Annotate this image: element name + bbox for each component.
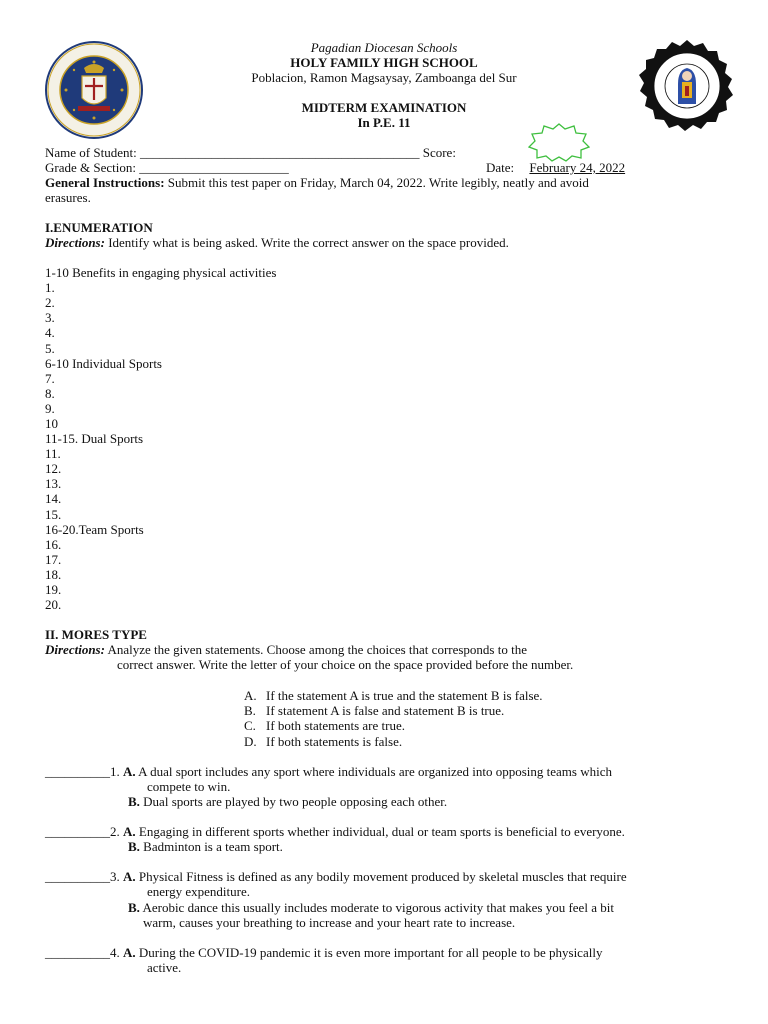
section1-directions-label: Directions: (45, 235, 105, 250)
section1-title: I.ENUMERATION (45, 220, 153, 235)
choice-item (244, 688, 543, 703)
list-item[interactable]: 5. (45, 341, 55, 356)
statement-a-text: A dual sport includes any sport where individuals are organized into opposing teams which (135, 764, 612, 779)
question-number: 4. (110, 945, 120, 960)
choice-letter: D. (244, 734, 257, 749)
list-item[interactable]: 17. (45, 552, 62, 567)
grade-label: Grade & Section: (45, 160, 136, 175)
date-label: Date: (486, 160, 515, 175)
list-item[interactable]: 8. (45, 386, 55, 401)
school-badge-logo (636, 38, 738, 140)
score-label: Score: (422, 145, 456, 160)
name-row (45, 145, 456, 160)
statement-b-label: B. (128, 900, 140, 915)
question-2 (45, 824, 625, 839)
statement-b-continuation: warm, causes your breathing to increase and your heart rate to increase. (143, 915, 516, 930)
list-item[interactable]: 20. (45, 597, 62, 612)
school-name: HOLY FAMILY HIGH SCHOOL (290, 55, 478, 70)
section1-directions-text: Identify what is being asked. Write the correct answer on the space provided. (104, 235, 509, 250)
instructions-text-2: erasures. (45, 190, 91, 205)
statement-a-continuation: active. (147, 960, 182, 975)
list-item[interactable]: 18. (45, 567, 62, 582)
list-item[interactable]: 11. (45, 446, 61, 461)
diocese-name: Pagadian Diocesan Schools (310, 40, 458, 55)
list-item[interactable]: 10 (45, 416, 58, 431)
date-value: February 24, 2022 (529, 160, 626, 175)
exam-subject: In P.E. 11 (357, 115, 411, 130)
choice-text: If the statement A is true and the statement B is false. (266, 688, 543, 703)
choice-item (244, 703, 504, 718)
question-number: 3. (110, 869, 120, 884)
list-item: 16-20.Team Sports (45, 522, 144, 537)
section1-directions (45, 235, 509, 250)
statement-a-text: Physical Fitness is defined as any bodily movement produced by skeletal muscles that require (135, 869, 627, 884)
score-star-icon (528, 122, 590, 162)
question-number: 2. (110, 824, 120, 839)
statement-b (128, 839, 283, 854)
statement-b (128, 900, 614, 915)
list-item[interactable]: 3. (45, 310, 55, 325)
answer-blank[interactable]: __________ (45, 869, 110, 884)
grade-blank[interactable]: _______________________ (139, 160, 289, 175)
list-item[interactable]: 14. (45, 491, 62, 506)
list-item[interactable]: 16. (45, 537, 62, 552)
question-3 (45, 869, 627, 884)
list-item[interactable]: 19. (45, 582, 62, 597)
statement-a-label: A. (123, 869, 136, 884)
statement-a-text: During the COVID-19 pandemic it is even more important for all people to be physically (135, 945, 603, 960)
section2-directions-text: Analyze the given statements. Choose among the choices that corresponds to the (104, 642, 527, 657)
list-item: 1-10 Benefits in engaging physical activities (45, 265, 277, 280)
question-4 (45, 945, 602, 960)
list-item[interactable]: 1. (45, 280, 55, 295)
choice-text: If both statements are true. (266, 718, 405, 733)
choice-item (244, 734, 402, 749)
general-instructions (45, 175, 589, 190)
answer-blank[interactable]: __________ (45, 945, 110, 960)
exam-title: MIDTERM EXAMINATION (301, 100, 467, 115)
list-item[interactable]: 9. (45, 401, 55, 416)
choice-letter: A. (244, 688, 257, 703)
question-number: 1. (110, 764, 120, 779)
statement-a-label: A. (123, 764, 136, 779)
statement-a-continuation: energy expenditure. (147, 884, 250, 899)
name-blank[interactable]: ___________________________________________ (139, 145, 420, 160)
statement-a-continuation: compete to win. (147, 779, 231, 794)
name-label: Name of Student: (45, 145, 137, 160)
instructions-label: General Instructions: (45, 175, 165, 190)
statement-a-label: A. (123, 945, 136, 960)
choice-letter: B. (244, 703, 256, 718)
answer-blank[interactable]: __________ (45, 824, 110, 839)
list-item[interactable]: 12. (45, 461, 62, 476)
list-item: 11-15. Dual Sports (45, 431, 144, 446)
section2-directions (45, 642, 527, 657)
section2-directions-2: correct answer. Write the letter of your choice on the space provided before the number. (117, 657, 574, 672)
list-item[interactable]: 15. (45, 507, 62, 522)
date-row (486, 160, 625, 175)
grade-row (45, 160, 289, 175)
choice-item (244, 718, 405, 733)
statement-b-text: Dual sports are played by two people opposing each other. (139, 794, 448, 809)
statement-b-label: B. (128, 839, 140, 854)
list-item[interactable]: 2. (45, 295, 55, 310)
school-address: Poblacion, Ramon Magsaysay, Zamboanga del Sur (251, 70, 517, 85)
list-item[interactable]: 4. (45, 325, 55, 340)
answer-blank[interactable]: __________ (45, 764, 110, 779)
list-item[interactable]: 13. (45, 476, 62, 491)
section2-directions-label: Directions: (45, 642, 105, 657)
statement-b-text: Badminton is a team sport. (139, 839, 283, 854)
statement-a-label: A. (123, 824, 136, 839)
statement-b-text: Aerobic dance this usually includes moderate to vigorous activity that makes you feel a bit (139, 900, 614, 915)
question-1 (45, 764, 612, 779)
instructions-text: Submit this test paper on Friday, March 04, 2022. Write legibly, neatly and avoid (164, 175, 589, 190)
section2-title: II. MORES TYPE (45, 627, 147, 642)
statement-b (128, 794, 447, 809)
list-item[interactable]: 7. (45, 371, 55, 386)
choice-letter: C. (244, 718, 256, 733)
statement-a-text: Engaging in different sports whether individual, dual or team sports is beneficial to everyone. (135, 824, 625, 839)
choice-text: If both statements is false. (266, 734, 403, 749)
statement-b-label: B. (128, 794, 140, 809)
list-item: 6-10 Individual Sports (45, 356, 162, 371)
choice-text: If statement A is false and statement B is true. (266, 703, 505, 718)
